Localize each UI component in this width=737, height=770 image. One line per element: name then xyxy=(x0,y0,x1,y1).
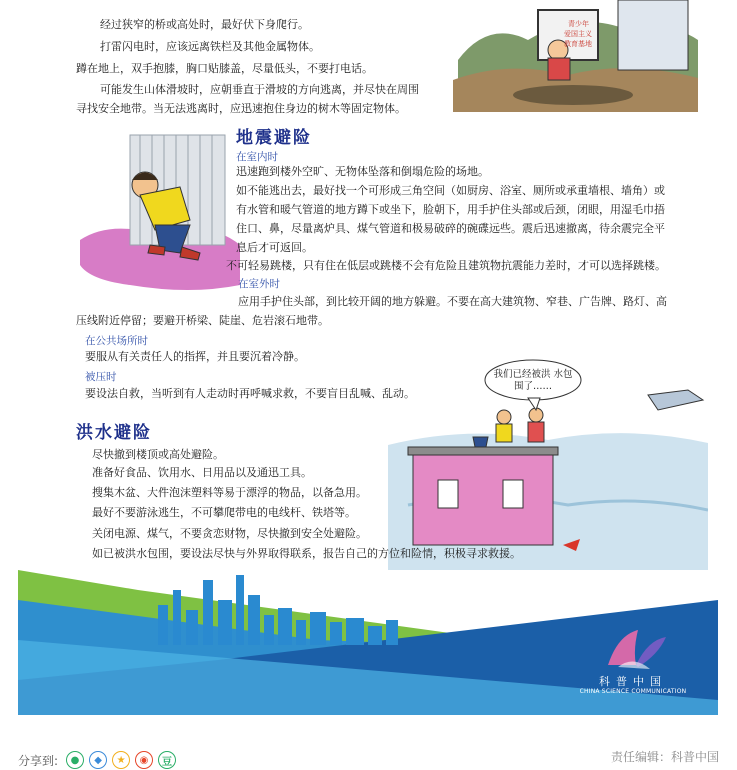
text-line: 迅速跑到楼外空旷、无物体坠落和倒塌危险的场地。 xyxy=(236,165,489,178)
text-line: 不可轻易跳楼，只有住在低层或跳楼不会有危险且建筑物抗震能力差时，才可以选择跳楼。 xyxy=(226,259,666,272)
share-label: 分享到: xyxy=(18,753,59,768)
earthquake-crouch-illustration xyxy=(70,125,250,290)
qzone-icon[interactable]: ★ xyxy=(112,751,130,769)
text-line: 关闭电源、煤气，不要贪恋财物，尽快撤到安全处避险。 xyxy=(92,527,367,540)
qq-icon[interactable]: ◆ xyxy=(89,751,107,769)
trapped-subheading: 被压时 xyxy=(85,371,117,383)
text-line: 息后才可返回。 xyxy=(236,241,313,254)
text-line: 如不能逃出去，最好找一个可形成三角空间（如厨房、浴室、厕所或承重墙根、墙角）或 xyxy=(236,184,665,197)
speech-bubble-text: 我们已经被洪 水包围了…… xyxy=(493,369,573,392)
outdoor-subheading: 在室外时 xyxy=(238,278,280,290)
text-line: 住口、鼻，尽量离炉具、煤气管道和极易破碎的碗碟远些。震后迅速撤离，待余震完全平 xyxy=(236,222,665,235)
text-line: 尽快撤到楼顶或高处避险。 xyxy=(92,448,224,461)
wechat-icon[interactable]: ● xyxy=(66,751,84,769)
butterfly-logo-icon xyxy=(578,625,688,673)
text-line: 如已被洪水包围，要设法尽快与外界取得联系，报告自己的方位和险情，积极寻求救援。 xyxy=(92,547,521,560)
public-subheading: 在公共场所时 xyxy=(85,335,148,347)
svg-text:爱国主义: 爱国主义 xyxy=(564,30,592,38)
flood-heading: 洪水避险 xyxy=(76,423,152,443)
text-line: 准备好食品、饮用水、日用品以及通迅工具。 xyxy=(92,466,312,479)
responsible-editor: 责任编辑：科普中国 xyxy=(610,750,719,764)
logo-english-text: CHINA SCIENCE COMMUNICATION xyxy=(579,688,687,695)
share-bar xyxy=(18,748,181,770)
lightning-shelter-illustration xyxy=(448,0,703,112)
kepu-china-logo xyxy=(578,625,688,705)
text-line: 应用手护住头部，到比较开阔的地方躲避。不要在高大建筑物、窄巷、广告牌、路灯、高 xyxy=(238,295,667,308)
text-line: 蹲在地上，双手抱膝，胸口贴膝盖，尽量低头，不要打电话。 xyxy=(76,62,373,75)
text-line: 打雷闪电时，应该远离铁栏及其他金属物体。 xyxy=(100,40,320,53)
indoor-subheading: 在室内时 xyxy=(236,151,278,163)
logo-chinese-text: 科普中国 xyxy=(599,675,667,688)
text-line: 压线附近停留；要避开桥梁、陡崖、危岩滚石地带。 xyxy=(76,314,329,327)
text-line: 要服从有关责任人的指挥，并且要沉着冷静。 xyxy=(85,350,305,363)
weibo-icon[interactable]: ◉ xyxy=(135,751,153,769)
svg-text:教育基地: 教育基地 xyxy=(564,40,592,48)
text-line: 可能发生山体滑坡时，应朝垂直于滑坡的方向逃离，并尽快在周围 xyxy=(100,83,419,96)
earthquake-heading: 地震避险 xyxy=(236,128,312,148)
text-line: 经过狭窄的桥或高处时，最好伏下身爬行。 xyxy=(100,18,309,31)
text-line: 寻找安全地带。当无法逃离时，应迅速抱住身边的树木等固定物体。 xyxy=(76,102,406,115)
education-base-sign: 青少年 xyxy=(568,20,589,28)
text-line: 最好不要游泳逃生，不可攀爬带电的电线杆、铁塔等。 xyxy=(92,506,356,519)
text-line: 要设法自救，当听到有人走动时再呼喊求救，不要盲目乱喊、乱动。 xyxy=(85,387,415,400)
poster-image xyxy=(18,0,718,715)
text-line: 搜集木盆、大件泡沫塑料等易于漂浮的物品，以备急用。 xyxy=(92,486,367,499)
text-line: 有水管和暖气管道的地方蹲下或坐下，脸朝下，用手护住头部或后颈，闭眼，用湿毛巾捂 xyxy=(236,203,665,216)
douban-icon[interactable]: 豆 xyxy=(158,751,176,769)
